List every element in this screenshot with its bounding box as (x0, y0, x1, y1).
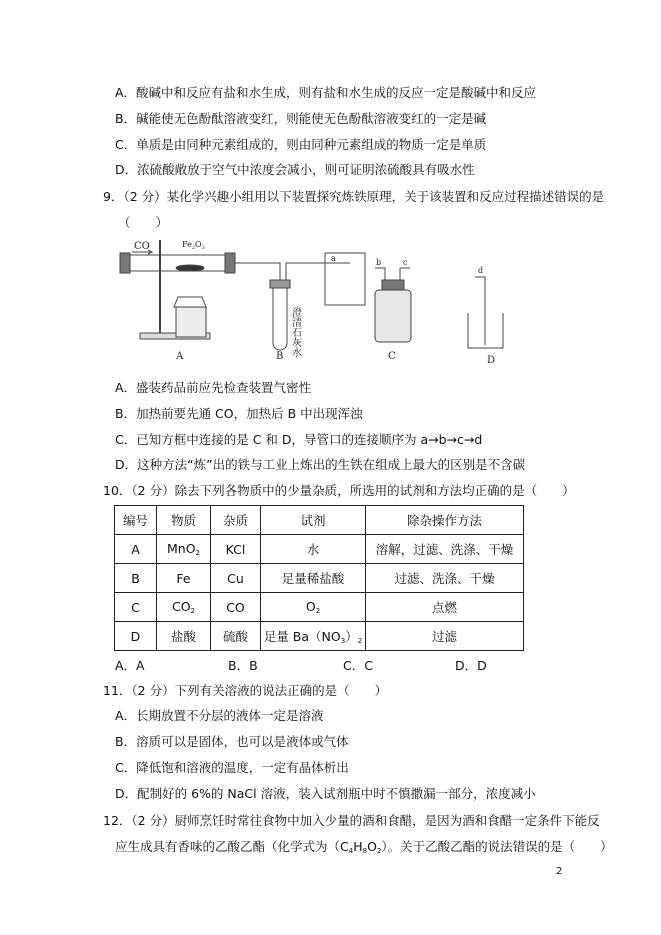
cell-substance: 盐酸 (157, 622, 211, 651)
label-b-apparatus: B (276, 351, 284, 362)
header-cell: 物质 (157, 506, 211, 535)
table-row (115, 622, 524, 651)
q10-stem: 10．（2 分）除去下列各物质中的少量杂质，所选用的试剂和方法均正确的是（ ） (103, 483, 575, 498)
cell-id: A (115, 535, 157, 564)
q9-option-b: B．加热前要先通 CO，加热后 B 中出现浑浊 (115, 406, 363, 421)
label-d-apparatus: D (487, 355, 496, 366)
q8-option-b: B．碱能使无色酚酞溶液变红，则能使无色酚酞溶液变红的一定是碱 (115, 111, 487, 126)
q10-choice-b: B．B (228, 658, 258, 673)
port-a-label: a (331, 254, 336, 263)
q8-option-d: D．浓硫酸敞放于空气中浓度会减小，则可证明浓硫酸具有吸水性 (115, 162, 475, 177)
table-row (115, 564, 524, 593)
q12-stem-line2: 应生成具有香味的乙酸乙酯（化学式为$(C_4H_8O_2)$。关于乙酸乙酯的说法错误的是（ ） (115, 839, 613, 855)
q9-answer-paren: （ ） (118, 215, 169, 230)
cell-method: 过滤、洗涤、干燥 (366, 564, 524, 593)
header-cell: 编号 (115, 506, 157, 535)
q9-option-d: D．这种方法“炼”出的铁与工业上炼出的生铁在组成上最大的区别是不含碳 (115, 457, 526, 472)
header-cell: 试剂 (261, 506, 366, 535)
table-header-row (115, 506, 524, 535)
page-number: 2 (556, 866, 563, 877)
alcohol-lamp (174, 297, 206, 307)
q11-option-c: C．降低饱和溶液的温度，一定有晶体析出 (115, 760, 349, 775)
test-tube (273, 288, 287, 350)
test-tube-stopper (270, 280, 290, 288)
header-cell: 除杂操作方法 (366, 506, 524, 535)
q10-choice-a: A．A (115, 658, 145, 673)
cell-id: C (115, 593, 157, 622)
cell-impurity: Cu (211, 564, 261, 593)
cell-method: 过滤 (366, 622, 524, 651)
label-c-apparatus: C (388, 351, 396, 362)
fe2o3-label: $Fe_2O_3$ (182, 240, 205, 251)
q10-table (114, 505, 524, 651)
cell-substance: Fe (157, 564, 211, 593)
cell-method: 点燃 (366, 593, 524, 622)
table-row (115, 593, 524, 622)
cell-substance: MnO$_2$ (157, 535, 211, 564)
port-b-label: b (376, 258, 382, 267)
label-a-apparatus: A (176, 351, 184, 362)
cell-reagent: $O_2$ (261, 593, 366, 622)
cell-method: 溶解，过滤、洗涤、干燥 (366, 535, 524, 564)
apparatus-diagram (110, 235, 530, 375)
port-c-label: c (403, 258, 408, 267)
cell-id: B (115, 564, 157, 593)
wood-block (176, 307, 206, 337)
q8-option-a: A．酸碱中和反应有盐和水生成，则有盐和水生成的反应一定是酸碱中和反应 (115, 85, 537, 100)
table-row (115, 535, 524, 564)
cell-impurity: 硫酸 (211, 622, 261, 651)
cell-impurity: CO (211, 593, 261, 622)
limewater-label: 澄清石灰水 (289, 307, 301, 357)
q9-option-a: A．盛装药品前应先检查装置气密性 (115, 380, 312, 395)
q10-choice-d: D．D (455, 658, 487, 673)
q12-stem-line1: 12．（2 分）厨师烹饪时常往食物中加入少量的酒和食醋，是因为酒和食醋一定条件下能反 (103, 813, 600, 828)
cell-reagent: 足量稀盐酸 (261, 564, 366, 593)
q8-option-c: C．单质是由同种元素组成的，则由同种元素组成的物质一定是单质 (115, 137, 487, 152)
cell-impurity: KCl (211, 535, 261, 564)
q11-option-a: A．长期放置不分层的液体一定是溶液 (115, 708, 324, 723)
q11-stem: 11．（2 分）下列有关溶液的说法正确的是（ ） (103, 683, 388, 698)
header-cell: 杂质 (211, 506, 261, 535)
cell-reagent: 水 (261, 535, 366, 564)
stopper-left (120, 253, 130, 273)
q11-option-d: D．配制好的 6%的 NaCl 溶液，装入试剂瓶中时不慎撒漏一部分，浓度减小 (115, 786, 536, 801)
q11-option-b: B．溶质可以是固体，也可以是液体或气体 (115, 734, 349, 749)
gas-bottle (375, 290, 411, 342)
q9-option-c: C．已知方框中连接的是 C 和 D，导管口的连接顺序为 a→b→c→d (115, 432, 483, 447)
co-label: CO (134, 241, 150, 252)
stopper-right (225, 253, 235, 273)
cell-reagent: 足量 $Ba(NO_3)_2$ (261, 622, 366, 651)
iron-oxide-powder (176, 265, 204, 271)
q9-stem: 9．（2 分）某化学兴趣小组用以下装置探究炼铁原理，关于该装置和反应过程描述错误的是 (103, 189, 605, 204)
q10-choice-c: C．C (343, 658, 373, 673)
cell-substance: $CO_2$ (157, 593, 211, 622)
cell-id: D (115, 622, 157, 651)
port-d-label: d (478, 266, 484, 275)
